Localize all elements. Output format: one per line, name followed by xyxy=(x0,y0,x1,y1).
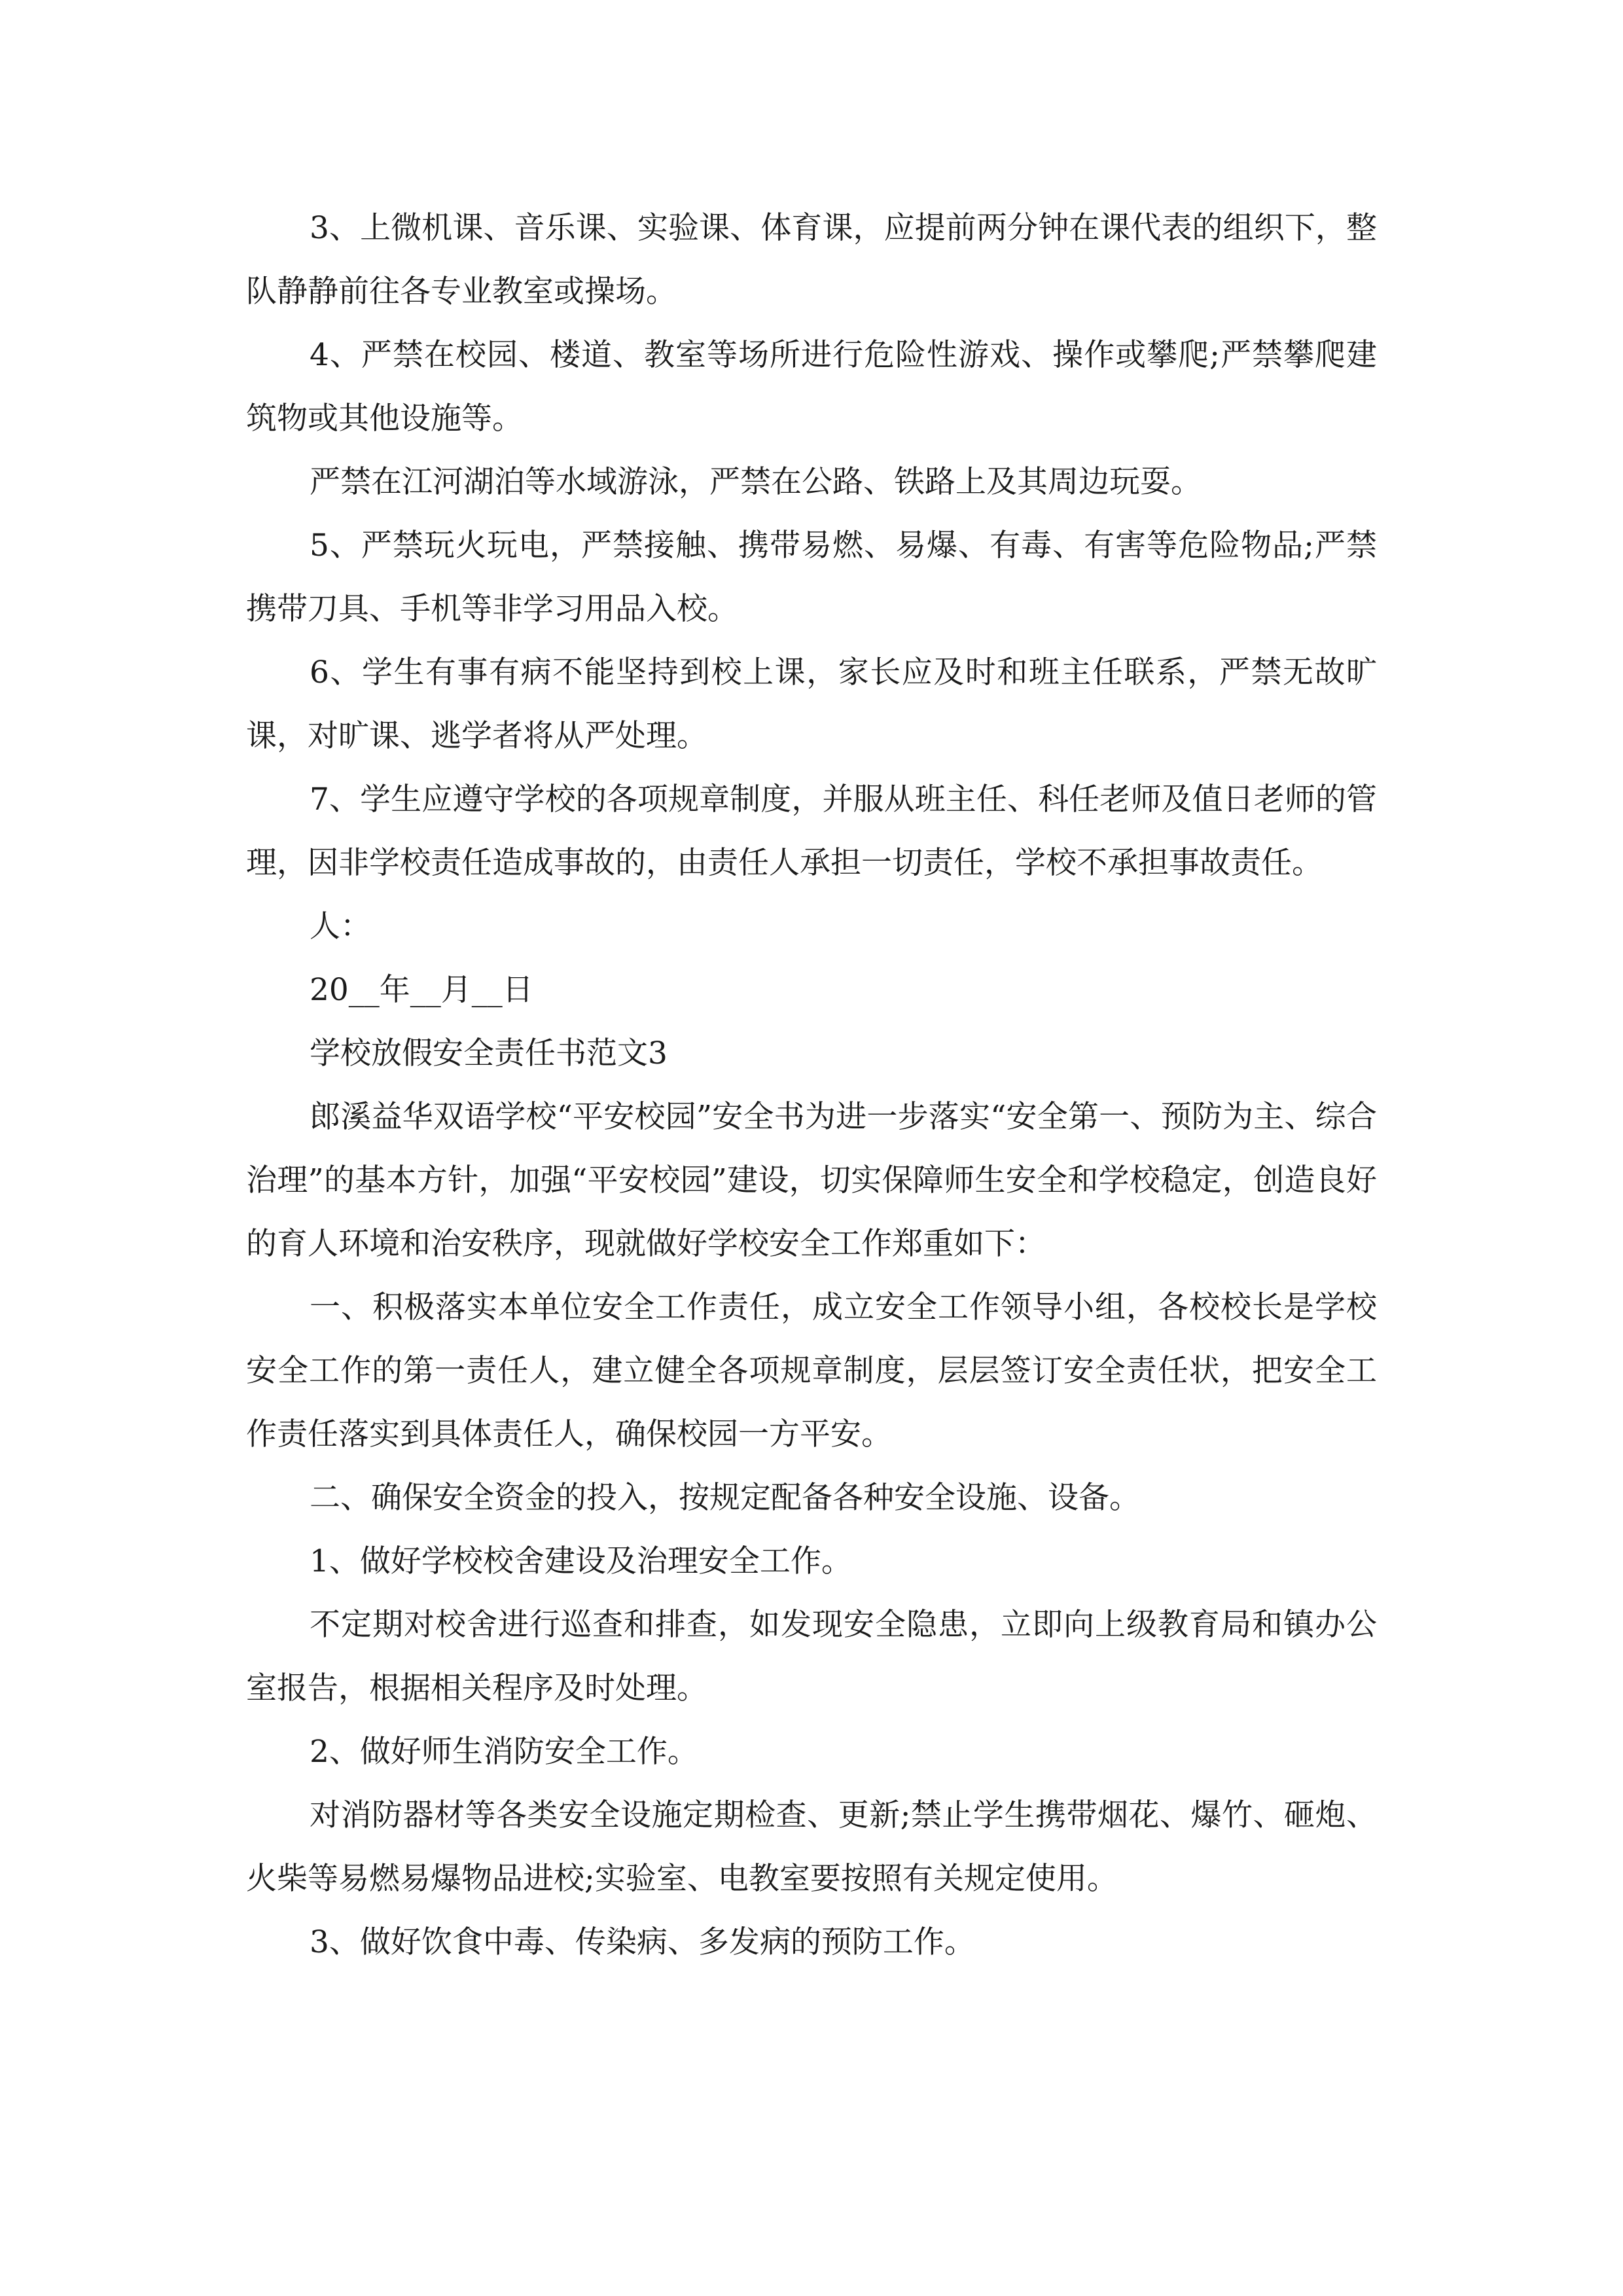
date-line: 20__年__月__日 xyxy=(310,972,533,1008)
paragraph: 6、学生有事有病不能坚持到校上课，家长应及时和班主任联系，严禁无故旷课，对旷课、逃学者将从严处理。 xyxy=(246,655,1377,754)
document-body xyxy=(246,196,1377,1974)
paragraph: 二、确保安全资金的投入，按规定配备各种安全设施、设备。 xyxy=(310,1480,1140,1516)
paragraph: 对消防器材等各类安全设施定期检查、更新;禁止学生携带烟花、爆竹、砸炮、火柴等易燃易爆物品进校;实验室、电教室要按照有关规定使用。 xyxy=(246,1797,1377,1897)
paragraph: 3、上微机课、音乐课、实验课、体育课，应提前两分钟在课代表的组织下，整队静静前往各专业教室或操场。 xyxy=(246,210,1377,310)
paragraph: 3、做好饮食中毒、传染病、多发病的预防工作。 xyxy=(310,1924,975,1960)
section-title: 学校放假安全责任书范文3 xyxy=(310,1035,668,1071)
paragraph: 一、积极落实本单位安全工作责任，成立安全工作领导小组，各校校长是学校安全工作的第一责任人，建立健全各项规章制度，层层签订安全责任状，把安全工作责任落实到具体责任人，确保校园一方平安。 xyxy=(246,1289,1377,1452)
paragraph: 不定期对校舍进行巡查和排查，如发现安全隐患，立即向上级教育局和镇办公室报告，根据相关程序及时处理。 xyxy=(246,1607,1377,1706)
signature-line: 人： xyxy=(310,908,371,944)
paragraph: 2、做好师生消防安全工作。 xyxy=(310,1734,698,1770)
paragraph: 严禁在江河湖泊等水域游泳，严禁在公路、铁路上及其周边玩耍。 xyxy=(310,464,1202,500)
paragraph: 5、严禁玩火玩电，严禁接触、携带易燃、易爆、有毒、有害等危险物品;严禁携带刀具、手机等非学习用品入校。 xyxy=(246,528,1377,627)
paragraph: 7、学生应遵守学校的各项规章制度，并服从班主任、科任老师及值日老师的管理，因非学校责任造成事故的，由责任人承担一切责任，学校不承担事故责任。 xyxy=(246,781,1377,881)
paragraph: 4、严禁在校园、楼道、教室等场所进行危险性游戏、操作或攀爬;严禁攀爬建筑物或其他设施等。 xyxy=(246,337,1377,437)
paragraph: 郎溪益华双语学校“平安校园”安全书为进一步落实“安全第一、预防为主、综合治理”的基本方针，加强“平安校园”建设，切实保障师生安全和学校稳定，创造良好的育人环境和治安秩序，现就做好学校安全工作郑重如下： xyxy=(246,1099,1377,1262)
paragraph: 1、做好学校校舍建设及治理安全工作。 xyxy=(310,1543,852,1579)
